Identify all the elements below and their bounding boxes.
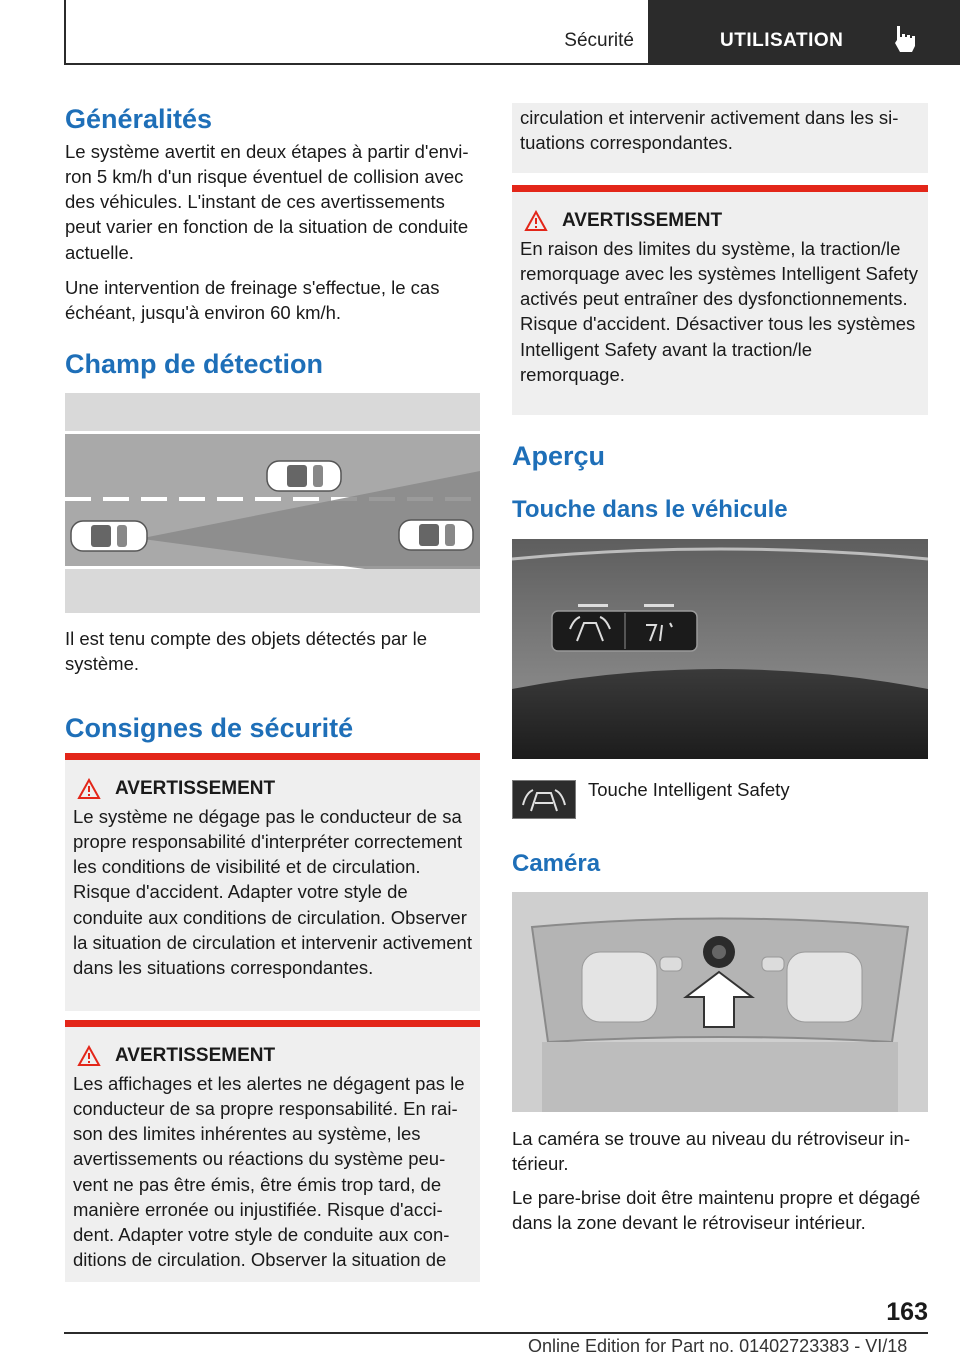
- warning-1-header: [77, 778, 472, 800]
- camera-paragraph-1: La caméra se trouve au niveau du rétroviseur intérieur.: [512, 1128, 910, 1175]
- warning-3-text: En raison des limites du système, la traction/le remorquage avec les systèmes Intelligent Safety activés peut entraîner des dysfonctionnements. Risque d'accident. Désactiver tous les systèmes Intelligent Safety avant la traction/le remorquage.: [520, 238, 918, 385]
- warning-2-header: [77, 1045, 472, 1067]
- car-ahead-top: [267, 461, 341, 491]
- warning-1-text: Le système ne dégage pas le conducteur de sa propre responsabilité d'interpréter correctement les conditions de visibilité et de circulation. Risque d'accident. Adapter votre style de conduite aux conditions de circulation. Observer la situation de circulation et intervenir activement dans les situations correspondantes.: [73, 806, 472, 978]
- page-number: 163: [886, 1298, 928, 1326]
- camera-photo: [512, 892, 928, 1112]
- footer-edition: Online Edition for Part no. 01402723383 - VI/18: [528, 1336, 908, 1356]
- car-ahead-same-lane: [399, 520, 473, 550]
- button-label: Touche Intelligent Safety: [588, 779, 790, 800]
- detection-field-illustration: [65, 393, 480, 613]
- warning-triangle-icon: [524, 210, 548, 232]
- warning-box-2: [65, 1020, 480, 1282]
- header-section-box: [64, 0, 650, 65]
- car-own: [71, 521, 147, 551]
- intelligent-safety-button-icon: [512, 780, 576, 819]
- header-chapter-tab: [650, 0, 960, 65]
- header-chapter-title: UTILISATION: [720, 30, 844, 51]
- camera-paragraph-2: Le pare-brise doit être maintenu propre et dégagé dans la zone devant le rétroviseur intérieur.: [512, 1187, 921, 1234]
- champ-caption: Il est tenu compte des objets détectés par le système.: [65, 628, 427, 675]
- warning-box-3: [512, 185, 928, 415]
- footer-divider: [64, 1332, 928, 1334]
- vehicle-button-drawing: [512, 539, 928, 759]
- generalites-paragraph-1: Le système avertit en deux étapes à partir d'environ 5 km/h d'un risque éventuel de collision avec des véhicules. L'instant de ces avertissements peut varier en fonction de la situation de conduite actuelle.: [65, 141, 469, 263]
- warning-3-title: AVERTISSEMENT: [562, 210, 723, 231]
- heading-champ-detection: Champ de détection: [65, 349, 324, 379]
- generalites-paragraph-2: Une intervention de freinage s'effectue, le cas échéant, jusqu'à environ 60 km/h.: [65, 277, 440, 324]
- warning-2-text: Les affichages et les alertes ne dégagent pas le conducteur de sa propre responsabilité. En raison des limites inhérentes au système, les avertissements ou réactions du système peuvent ne pas être émis, être émis trop tard, de manière erronée ou injustifiée. Risque d'accident. Adapter votre style de conduite aux conditions de circulation. Observer la situation de: [73, 1073, 465, 1271]
- vehicle-button-photo: [512, 539, 928, 759]
- intelligent-safety-car-icon: [513, 781, 575, 818]
- heading-touche-vehicule: Touche dans le véhicule: [512, 496, 788, 523]
- warning-2-continued-text: circulation et intervenir activement dans les situations correspondantes.: [520, 107, 899, 154]
- warning-2-title: AVERTISSEMENT: [115, 1045, 276, 1066]
- heading-apercu: Aperçu: [512, 441, 606, 471]
- warning-1-title: AVERTISSEMENT: [115, 778, 276, 799]
- warning-box-1: [65, 753, 480, 1011]
- warning-triangle-icon: [77, 1045, 101, 1067]
- heading-generalites: Généralités: [65, 104, 213, 134]
- detection-field-drawing: [65, 393, 480, 613]
- warning-triangle-icon: [77, 778, 101, 800]
- pointing-hand-icon: [892, 24, 920, 54]
- heading-camera: Caméra: [512, 850, 601, 877]
- heading-consignes-securite: Consignes de sécurité: [65, 713, 354, 743]
- warning-3-header: [524, 210, 920, 232]
- camera-drawing: [512, 892, 928, 1112]
- warning-box-2-continued: [512, 103, 928, 173]
- header-section-title: Sécurité: [564, 30, 634, 51]
